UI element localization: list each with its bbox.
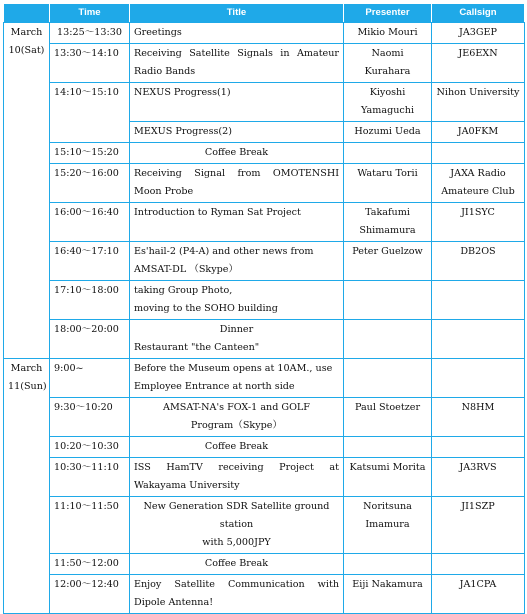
title-line: Restaurant "the Canteen" xyxy=(134,342,260,353)
table-row xyxy=(4,398,525,437)
title-line: New Generation SDR Satellite ground station xyxy=(143,501,330,530)
callsign-cell: JAXA Radio Amateure Club xyxy=(432,164,525,203)
callsign-cell: JE6EXN xyxy=(432,44,525,83)
table-row xyxy=(4,281,525,320)
title-cell: Introduction to Ryman Sat Project xyxy=(130,203,344,242)
title-line: Dinner xyxy=(219,324,254,335)
time-cell: 9:30～10:20 xyxy=(50,398,130,437)
time-cell: 12:00～12:40 xyxy=(50,575,130,614)
callsign-cell xyxy=(432,554,525,575)
presenter-cell xyxy=(344,437,432,458)
time-cell: 14:10～15:10 xyxy=(50,83,130,143)
title-cell: ISS HamTV receiving Project at Wakayama University xyxy=(130,458,344,497)
presenter-cell: Hozumi Ueda xyxy=(344,122,432,143)
table-row xyxy=(4,83,525,122)
presenter-cell xyxy=(344,281,432,320)
presenter-cell xyxy=(344,143,432,164)
table-row xyxy=(4,458,525,497)
presenter-cell: Peter Guelzow xyxy=(344,242,432,281)
time-cell: 15:10～15:20 xyxy=(50,143,130,164)
callsign-cell xyxy=(432,143,525,164)
title-cell: Coffee Break xyxy=(130,554,344,575)
presenter-cell xyxy=(344,320,432,359)
title-cell: MEXUS Progress(2) xyxy=(130,122,344,143)
time-cell: 13:25～13:30 xyxy=(50,23,130,44)
date-label: 11(Sun) xyxy=(8,381,47,392)
time-cell: 18:00～20:00 xyxy=(50,320,130,359)
table-row xyxy=(4,242,525,281)
title-cell: Coffee Break xyxy=(130,437,344,458)
presenter-cell: Kiyoshi Yamaguchi xyxy=(344,83,432,122)
presenter-cell: Mikio Mouri xyxy=(344,23,432,44)
header-presenter: Presenter xyxy=(344,4,432,23)
time-cell: 11:50～12:00 xyxy=(50,554,130,575)
table-row xyxy=(4,497,525,554)
time-cell: 10:30～11:10 xyxy=(50,458,130,497)
presenter-cell: Eiji Nakamura xyxy=(344,575,432,614)
table-row xyxy=(4,203,525,242)
title-cell xyxy=(130,398,344,437)
title-cell: Es'hail-2 (P4-A) and other news from AMSAT-DL （Skype） xyxy=(130,242,344,281)
callsign-cell: JA1CPA xyxy=(432,575,525,614)
header-row xyxy=(4,4,525,23)
callsign-cell: Nihon University xyxy=(432,83,525,122)
callsign-cell: DB2OS xyxy=(432,242,525,281)
title-line: Program（Skype） xyxy=(190,420,283,431)
date-label: 10(Sat) xyxy=(8,45,45,56)
presenter-cell: Noritsuna Imamura xyxy=(344,497,432,554)
callsign-cell: JA0FKM xyxy=(432,122,525,143)
title-line: moving to the SOHO building xyxy=(134,303,278,314)
time-cell: 16:40～17:10 xyxy=(50,242,130,281)
title-cell xyxy=(130,281,344,320)
title-cell xyxy=(130,320,344,359)
time-cell: 9:00~ xyxy=(50,359,130,398)
header-time: Time xyxy=(50,4,130,23)
callsign-cell: JI1SYC xyxy=(432,203,525,242)
header-title: Title xyxy=(130,4,344,23)
presenter-cell: Naomi Kurahara xyxy=(344,44,432,83)
title-line: with 5,000JPY xyxy=(202,537,271,548)
callsign-cell: JI1SZP xyxy=(432,497,525,554)
table-row xyxy=(4,359,525,398)
time-cell: 11:10～11:50 xyxy=(50,497,130,554)
presenter-cell xyxy=(344,359,432,398)
callsign-cell xyxy=(432,281,525,320)
title-cell: Enjoy Satellite Communication with Dipole Antenna! xyxy=(130,575,344,614)
date-cell-day2 xyxy=(4,359,50,614)
title-line: AMSAT-NA's FOX-1 and GOLF xyxy=(163,402,310,413)
table-row xyxy=(4,164,525,203)
time-cell: 16:00～16:40 xyxy=(50,203,130,242)
title-cell: Before the Museum opens at 10AM., use Employee Entrance at north side xyxy=(130,359,344,398)
time-cell: 15:20～16:00 xyxy=(50,164,130,203)
time-cell: 17:10～18:00 xyxy=(50,281,130,320)
header-date xyxy=(4,4,50,23)
table-row xyxy=(4,143,525,164)
schedule-table xyxy=(3,3,525,614)
presenter-cell: Wataru Torii xyxy=(344,164,432,203)
title-cell: Receiving Signal from OMOTENSHI Moon Probe xyxy=(130,164,344,203)
date-cell-day1 xyxy=(4,23,50,359)
presenter-cell: Paul Stoetzer xyxy=(344,398,432,437)
title-cell xyxy=(130,497,344,554)
title-cell: NEXUS Progress(1) xyxy=(130,83,344,122)
callsign-cell: N8HM xyxy=(432,398,525,437)
callsign-cell: JA3RVS xyxy=(432,458,525,497)
table-row xyxy=(4,554,525,575)
table-row xyxy=(4,575,525,614)
title-cell: Coffee Break xyxy=(130,143,344,164)
table-row xyxy=(4,437,525,458)
date-label: March xyxy=(10,27,43,38)
presenter-cell: Katsumi Morita xyxy=(344,458,432,497)
table-row xyxy=(4,44,525,83)
title-cell: Receiving Satellite Signals in Amateur Radio Bands xyxy=(130,44,344,83)
header-callsign: Callsign xyxy=(432,4,525,23)
presenter-cell xyxy=(344,554,432,575)
callsign-cell xyxy=(432,359,525,398)
table-row xyxy=(4,23,525,44)
table-row xyxy=(4,320,525,359)
title-cell: Greetings xyxy=(130,23,344,44)
presenter-cell: Takafumi Shimamura xyxy=(344,203,432,242)
callsign-cell: JA3GEP xyxy=(432,23,525,44)
time-cell: 10:20～10:30 xyxy=(50,437,130,458)
callsign-cell xyxy=(432,437,525,458)
callsign-cell xyxy=(432,320,525,359)
time-cell: 13:30～14:10 xyxy=(50,44,130,83)
title-line: taking Group Photo, xyxy=(134,285,233,296)
date-label: March xyxy=(10,363,43,374)
